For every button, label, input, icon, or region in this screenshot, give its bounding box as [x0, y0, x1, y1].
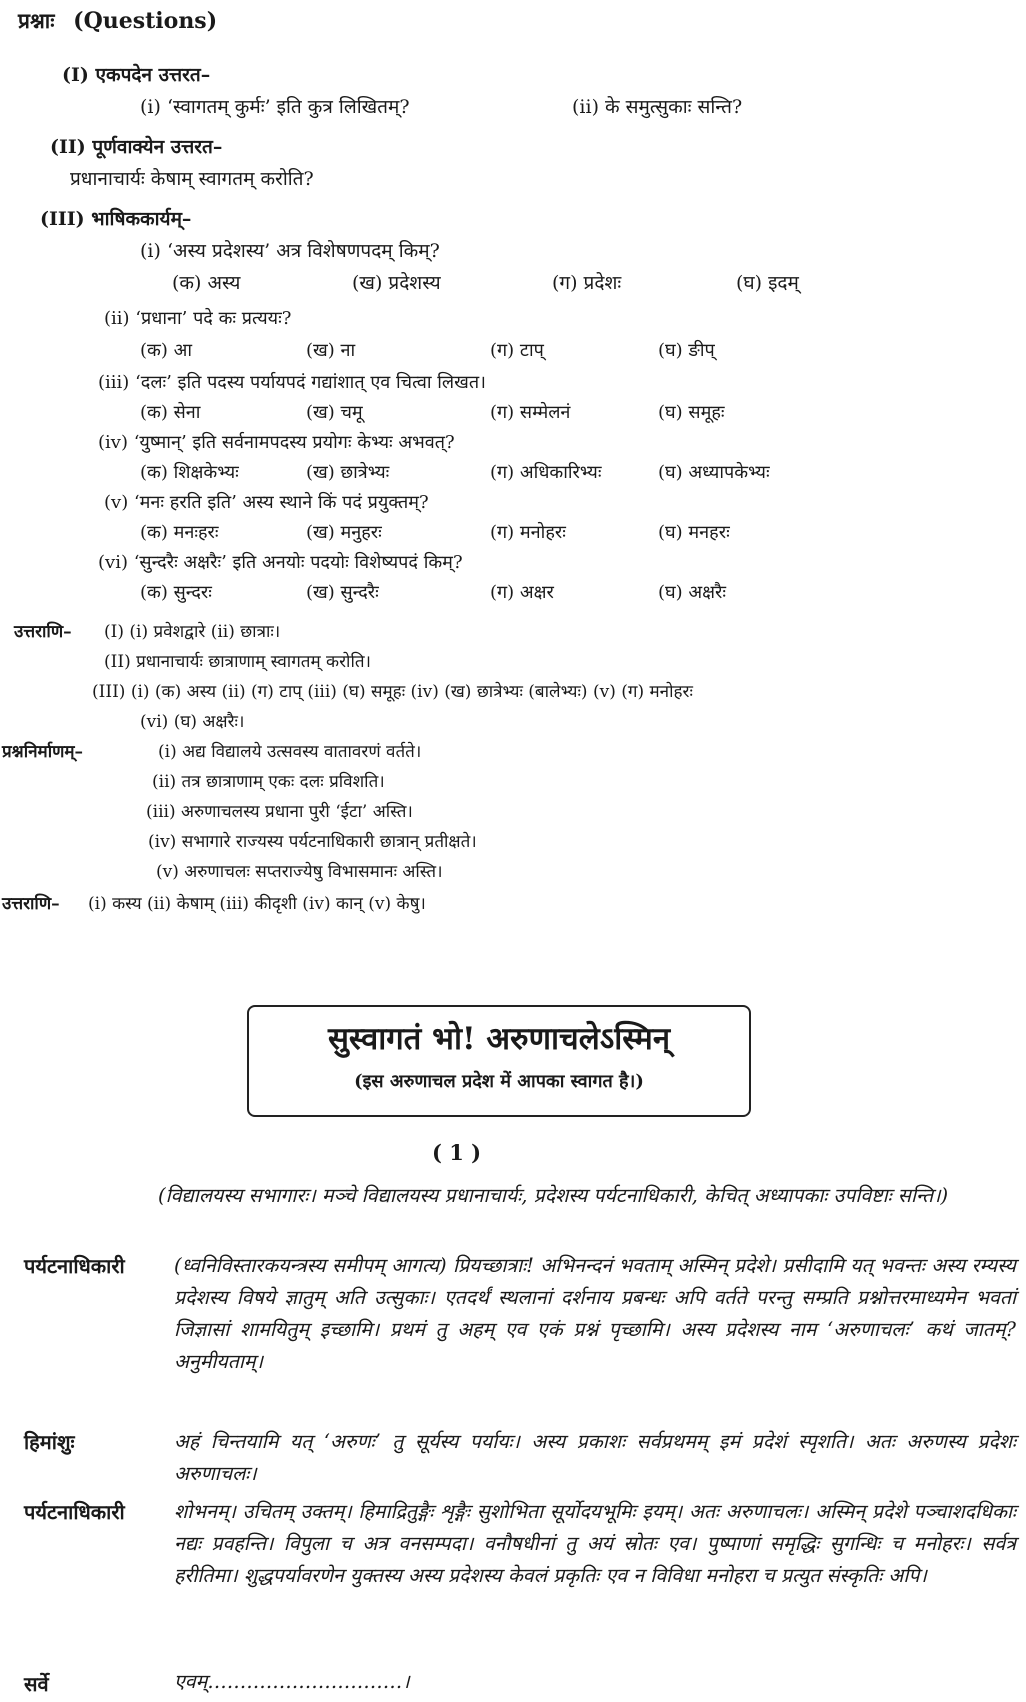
speaker-label: पर्यटनाधिकारी	[24, 1254, 125, 1278]
option: (घ) अक्षरैः	[658, 582, 727, 603]
q3-item-question: (ii) ‘प्रधाना’ पदे कः प्रत्ययः?	[104, 308, 292, 329]
speaker-label: हिमांशुः	[24, 1430, 75, 1454]
option: (घ) ङीप्	[658, 340, 715, 361]
q3-item-question: (i) ‘अस्य प्रदेशस्य’ अत्र विशेषणपदम् किम्?	[140, 240, 440, 262]
q3-item-question: (vi) ‘सुन्दरैः अक्षरैः’ इति अनयोः पदयोः विशेष्यपदं किम्?	[98, 552, 463, 573]
speaker-label: सर्वे	[24, 1672, 49, 1696]
lesson-title: सुस्वागतं भो! अरुणाचलेऽस्मिन्	[327, 1021, 671, 1057]
option: (क) शिक्षकेभ्यः	[140, 462, 239, 483]
stage-direction: (विद्यालयस्य सभागारः। मञ्चे विद्यालयस्य प्रधानाचार्यः, प्रदेशस्य पर्यटनाधिकारी, केचित् अध्यापकाः उपविष्टाः सन्ति।)	[158, 1184, 949, 1207]
question-formation-label: प्रश्ननिर्माणम्–	[2, 742, 84, 762]
option: (क) सेना	[140, 402, 201, 423]
qf-answers-label: उत्तराणि–	[2, 894, 60, 914]
q3-label: (III) भाषिककार्यम्–	[40, 208, 192, 230]
option: (ख) ना	[306, 340, 356, 361]
option: (ग) टाप्	[490, 340, 544, 361]
option: (ख) मनुहरः	[306, 522, 382, 543]
qf-item: (iv) सभागारे राज्यस्य पर्यटनाधिकारी छात्रान् प्रतीक्षते।	[148, 832, 477, 852]
dialogue-text: अहं चिन्तयामि यत् ‘अरुणः’ तु सूर्यस्य पर्यायः। अस्य प्रकाशः सर्वप्रथमम् इमं प्रदेशं स्पृशति। अतः अरुणस्य प्रदेशः अरुणाचलः।	[174, 1430, 1016, 1485]
questions-heading-hindi: प्रश्नाः	[18, 8, 55, 33]
lesson-title-box	[247, 1005, 751, 1117]
q2-label: (II) पूर्णवाक्येन उत्तरत–	[50, 136, 223, 158]
option: (क) अस्य	[172, 272, 241, 294]
questions-heading-en: (Questions)	[73, 8, 218, 34]
option: (ग) अक्षर	[490, 582, 554, 603]
option: (ग) प्रदेशः	[552, 272, 622, 294]
qf-item: (v) अरुणाचलः सप्तराज्येषु विभासमानः अस्ति।	[156, 862, 443, 882]
q1-i: (i) ‘स्वागतम् कुर्मः’ इति कुत्र लिखितम्?	[140, 96, 410, 118]
qf-item: (i) अद्य विद्यालये उत्सवस्य वातावरणं वर्तते।	[158, 742, 422, 762]
option: (घ) मनहरः	[658, 522, 730, 543]
dialogue-text: (ध्वनिविस्तारकयन्त्रस्य समीपम् आगत्य) प्रियच्छात्राः! अभिनन्दनं भवताम् अस्मिन् प्रदेशे। प्रसीदामि यत् भवन्तः अस्य रम्यस्य प्रदेशस्य विषये ज्ञातुम् अति उत्सुकाः। एतदर्थं स्थलानां दर्शनाय प्रबन्धः अपि वर्तते परन्तु सम्प्रति प्रश्नोत्तरमाध्यमेन भवतां जिज्ञासां शामयितुम् इच्छामि। प्रथमं तु अहम् एव एकं प्रश्नं पृच्छामि। अस्य प्रदेशस्य नाम ‘अरुणाचलः’ कथं जातम्? अनुमीयताम्।	[174, 1254, 1016, 1373]
answers-line-4: (vi) (घ) अक्षरैः।	[140, 712, 245, 732]
option: (ग) मनोहरः	[490, 522, 566, 543]
option: (क) मनःहरः	[140, 522, 219, 543]
answers-line-2: (II) प्रधानाचार्यः छात्राणाम् स्वागतम् करोति।	[104, 652, 371, 672]
option: (घ) समूहः	[658, 402, 725, 423]
option: (घ) अध्यापकेभ्यः	[658, 462, 770, 483]
q1-ii: (ii) के समुत्सुकाः सन्ति?	[572, 96, 743, 118]
option: (ग) सम्मेलनं	[490, 402, 571, 423]
answers-line-3: (III) (i) (क) अस्य (ii) (ग) टाप् (iii) (घ) समूहः (iv) (ख) छात्रेभ्यः (बालेभ्यः) (v) (ग) मनोहरः	[92, 682, 693, 702]
qf-item: (ii) तत्र छात्राणाम् एकः दलः प्रविशति।	[152, 772, 385, 792]
answers-label: उत्तराणि–	[14, 622, 72, 642]
q3-item-question: (v) ‘मनः हरति इति’ अस्य स्थाने किं पदं प्रयुक्तम्?	[104, 492, 429, 513]
option: (ख) चमू	[306, 402, 363, 423]
q3-item-question: (iii) ‘दलः’ इति पदस्य पर्यायपदं गद्यांशात् एव चित्वा लिखत।	[98, 372, 486, 393]
q2-question: प्रधानाचार्यः केषाम् स्वागतम् करोति?	[70, 168, 314, 190]
option: (ख) प्रदेशस्य	[352, 272, 441, 294]
answers-line-1: (I) (i) प्रवेशद्वारे (ii) छात्राः।	[104, 622, 281, 642]
questions-heading	[18, 8, 217, 36]
speaker-label: पर्यटनाधिकारी	[24, 1500, 125, 1524]
section-number: ( 1 )	[432, 1140, 482, 1165]
q3-item-question: (iv) ‘युष्मान्’ इति सर्वनामपदस्य प्रयोगः केभ्यः अभवत्?	[98, 432, 455, 453]
option: (ख) छात्रेभ्यः	[306, 462, 390, 483]
q1-label: (I) एकपदेन उत्तरत–	[62, 64, 211, 86]
lesson-subtitle: (इस अरुणाचल प्रदेश में आपका स्वागत है।)	[354, 1071, 644, 1092]
option: (घ) इदम्	[736, 272, 799, 294]
dialogue-text: एवम्…………………………।	[174, 1670, 410, 1693]
option: (क) आ	[140, 340, 192, 361]
qf-item: (iii) अरुणाचलस्य प्रधाना पुरी ‘ईटा’ अस्ति।	[146, 802, 413, 822]
option: (ख) सुन्दरैः	[306, 582, 379, 603]
qf-answers: (i) कस्य (ii) केषाम् (iii) कीदृशी (iv) कान् (v) केषु।	[88, 894, 426, 914]
dialogue-text: शोभनम्। उचितम् उक्तम्। हिमाद्रितुङ्गैः शृङ्गैः सुशोभिता सूर्योदयभूमिः इयम्। अतः अरुणाचलः। अस्मिन् प्रदेशे पञ्चाशदधिकाः नद्यः प्रवहन्ति। विपुला च अत्र वनसम्पदा। वनौषधीनां तु अयं स्रोतः एव। पुष्पाणां समृद्धिः सुगन्धिः च मनोहरः। सर्वत्र हरीतिमा। शुद्धपर्यावरणेन युक्तस्य अस्य प्रदेशस्य केवलं प्रकृतिः एव न विविधा मनोहरा च प्रत्युत संस्कृतिः अपि।	[174, 1500, 1016, 1587]
option: (ग) अधिकारिभ्यः	[490, 462, 602, 483]
option: (क) सुन्दरः	[140, 582, 212, 603]
